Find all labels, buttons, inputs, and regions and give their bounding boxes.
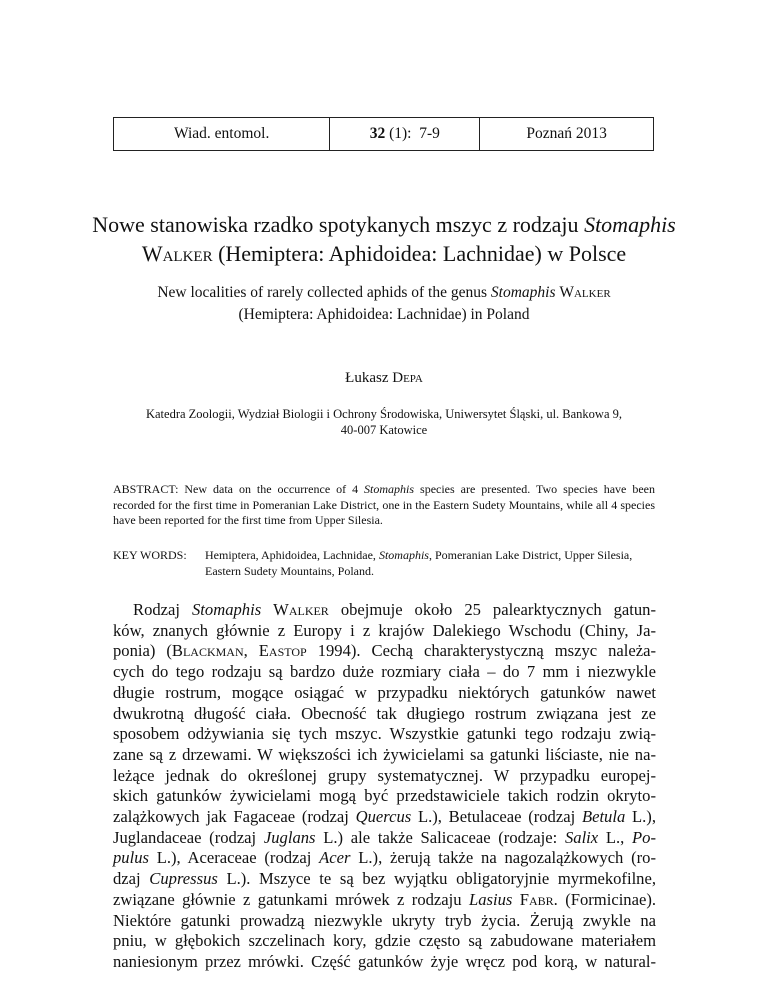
- affiliation-line-1: Katedra Zoologii, Wydział Biologii i Ochrony Środowiska, Uniwersytet Śląski, ul. Bankowa 9,: [145, 407, 623, 421]
- journal-name: Wiad. entomol.: [173, 125, 270, 142]
- journal-header-table: [113, 117, 654, 151]
- keywords-text-2: , Pomeranian Lake District, Upper Silesia, Eastern Sudety Mountains, Poland.: [205, 548, 633, 578]
- journal-name-cell: [114, 118, 330, 151]
- title-genus: Stomaphis: [584, 212, 676, 237]
- volume-number: 32: [369, 125, 386, 142]
- issue-pages: (1): 7-9: [385, 125, 440, 142]
- keywords-text: [205, 548, 655, 579]
- body-paragraph: [113, 600, 656, 973]
- author-given-name: Łukasz: [345, 370, 393, 386]
- volume-cell: [330, 118, 480, 151]
- body-line: dwukrotną długość ciała. Obecność tak długiego rostrum związana jest ze: [113, 703, 656, 723]
- keywords-genus: Stomaphis: [378, 548, 429, 562]
- body-line: Niektóre gatunki prowadzą niezwykle ukryty tryb życia. Żerują zwykle na: [113, 910, 656, 930]
- affiliation-line-2: 40-007 Katowice: [340, 423, 428, 437]
- keywords: [113, 548, 655, 579]
- abstract-label: ABSTRACT:: [113, 482, 179, 496]
- body-line: leżące jednak do określonej grupy systematycznej. W przypadku europej-: [113, 765, 656, 785]
- body-line: skich gatunków żywicielami mogą być przedstawiciele takich rodzin okryto-: [113, 786, 656, 806]
- subtitle-text-2: (Hemiptera: Aphidoidea: Lachnidae) in Poland: [238, 306, 530, 323]
- body-line: pulus L.), Aceraceae (rodzaj Acer L.), żerują także na nagozalążkowych (ro-: [113, 848, 656, 868]
- body-line: dzaj Cupressus L.). Mszyce te są bez wyjątku obligatoryjnie myrmekofilne,: [113, 869, 656, 889]
- title-text-1: Nowe stanowiska rzadko spotykanych mszyc z rodzaju: [92, 212, 585, 237]
- abstract-text-2: species are presented. Two species have been recorded for the first time in Pomeranian Lake District, one in the Eastern Sudety Mountains, while all 4 species have been reported for the first time from Upper Silesia.: [113, 482, 655, 527]
- body-line: związane głównie z gatunkami mrówek z rodzaju Lasius Fabr. (Formicinae).: [113, 889, 657, 909]
- paper-title: [60, 210, 708, 268]
- body-line: ponia) (Blackman, Eastop 1994). Cechą charakterystyczną mszyc należa-: [113, 641, 657, 661]
- body-line: Rodzaj Stomaphis Walker obejmuje około 25 palearktycznych gatun-: [133, 600, 657, 619]
- keywords-label: KEY WORDS:: [113, 548, 187, 562]
- title-authority: Walker: [141, 241, 213, 266]
- place-year-cell: [480, 118, 654, 151]
- subtitle-text-1: New localities of rarely collected aphids of the genus: [157, 284, 491, 301]
- author-surname: Depa: [392, 370, 423, 386]
- body-line: sposobem odżywiania się tych mszyc. Wszystkie gatunki tego rodzaju zwią-: [113, 724, 656, 744]
- body-line: zalążkowych jak Fagaceae (rodzaj Quercus L.), Betulaceae (rodzaj Betula L.),: [113, 807, 656, 827]
- author-name: [60, 370, 708, 387]
- keywords-text-1: Hemiptera, Aphidoidea, Lachnidae,: [205, 548, 379, 562]
- body-line: naniesionym przez mrówki. Część gatunków żyje wręcz pod korą, w natural-: [113, 951, 656, 971]
- title-text-2: (Hemiptera: Aphidoidea: Lachnidae) w Polsce: [212, 241, 627, 266]
- abstract-genus: Stomaphis: [364, 482, 415, 496]
- body-line: długie rostrum, mogące osiągać w przypadku niektórych gatunków nawet: [113, 682, 656, 702]
- affiliation: [80, 406, 688, 438]
- body-line: zane są z drzewami. W większości ich żywicielami sa gatunki liściaste, nie na-: [113, 744, 656, 764]
- subtitle-authority: Walker: [559, 284, 611, 301]
- subtitle-genus: Stomaphis: [490, 284, 556, 301]
- paper-subtitle: [60, 282, 708, 326]
- abstract: [113, 482, 655, 529]
- body-line: pniu, w głębokich szczelinach kory, gdzie często są zabudowane materiałem: [113, 931, 656, 951]
- body-line: ków, znanych głównie z Europy i z krajów Dalekiego Wschodu (Chiny, Ja-: [113, 620, 656, 640]
- body-line: Juglandaceae (rodzaj Juglans L.) ale także Salicaceae (rodzaje: Salix L., Po-: [113, 827, 657, 847]
- body-line: cych do tego rodzaju są bardzo duże rozmiary ciała – do 7 mm i niezwykle: [113, 662, 656, 682]
- place-year: Poznań 2013: [526, 125, 607, 142]
- abstract-text-1: New data on the occurrence of 4: [178, 482, 365, 496]
